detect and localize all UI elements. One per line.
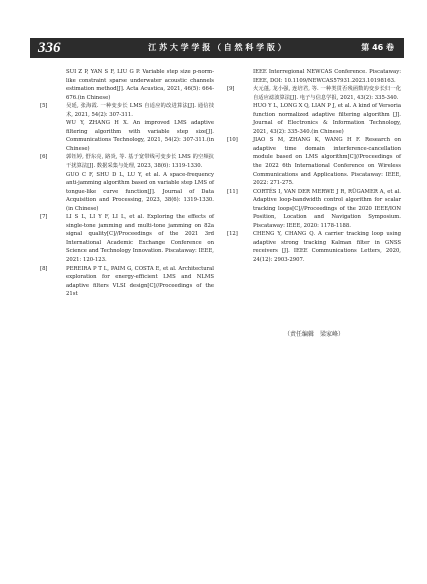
reference-text: SUI Z P, YAN S F, LIU G P. Variable step size p-norm-like constraint sparse underwater acoustic channels estimation method[J]. Acta Acustica, 2021, 46(5): 664-676.(in Chinese)	[66, 69, 214, 101]
reference-number: [8]	[40, 265, 48, 272]
reference-item	[227, 136, 401, 187]
reference-item	[227, 188, 401, 231]
journal-title: 江 苏 大 学 学 报 （ 自 然 科 学 版 ）	[148, 43, 286, 52]
reference-item	[40, 68, 214, 102]
reference-text-english: WU Y, ZHANG H X. An improved LMS adaptive filtering algorithm with variable step size[J]. Communications Technology, 2021, 54(2): 307-311.(in Chinese)	[66, 120, 214, 152]
references-right-column	[227, 68, 401, 265]
reference-number: [7]	[40, 214, 48, 221]
running-header	[30, 38, 404, 58]
reference-item	[40, 102, 214, 153]
reference-text-english: GUO C F, SHU D L, LU Y, et al. A space-frequency anti-jamming algorithm based on variable step LMS of tongue-like curve function[J]. Journal of Data Acquisition and Processing, 2023, 38(6): 1319-1330.(in Chinese)	[66, 171, 214, 212]
reference-text-english: CHENG Y, CHANG Q. A carrier tracking loop using adaptive strong tracking Kalman filter in GNSS receivers [J]. IEEE Communications Letters, 2020, 24(12): 2903-2907.	[253, 231, 401, 264]
reference-text-english: LI S L, LI Y F, LI L, et al. Exploring the effects of single-tone jamming and multi-tone jamming on 82a signal quality[C]//Proceedings of the 2021 3rd International Academic Exchange Conference on Science and Technology Innovation. Piscataway: IEEE, 2021: 120-123.	[66, 214, 214, 264]
reference-text-chinese: 火元蓬, 龙小强, 连培君, 等. 一种类贯否残函数的变步长归一化自适应滤波算法[J]. 电子与信息学报, 2021, 43(2): 335-340.	[253, 86, 401, 101]
reference-item	[40, 265, 214, 299]
reference-number: [5]	[40, 103, 48, 110]
references-left-column	[40, 68, 214, 299]
reference-number: [6]	[40, 154, 48, 161]
reference-text: IEEE Interregional NEWCAS Conference. Piscataway: IEEE, DOI: 10.1109/NEWCAS57931.2023.10198163.	[253, 69, 401, 84]
reference-text-english: CORTÉS I, VAN DER MERWE J R, RÜGAMER A, et al. Adaptive loop-bandwidth control algorithm for scalar tracking loops[C]//Proceedings of the 2020 IEEE/ION Position, Location and Navigation Symposium. Piscataway: IEEE, 2020: 1178-1188.	[253, 188, 401, 229]
reference-text-english: JIAO S M, ZHANG K, WANG H F. Research on adaptive time domain interference-cancellation module based on LMS algorithm[C]//Proceedings of the 2022 6th International Conference on Wireless Communications and Applications. Piscataway: IEEE, 2022: 271-275.	[253, 137, 401, 187]
page-number: 336	[38, 40, 61, 56]
reference-number: [9]	[227, 86, 235, 93]
reference-item	[40, 213, 214, 264]
reference-number: [10]	[227, 137, 238, 144]
reference-item	[227, 85, 401, 136]
responsible-editor-note: （责任编辑 梁家峰）	[283, 331, 344, 338]
reference-item	[227, 230, 401, 264]
reference-number: [12]	[227, 231, 238, 238]
reference-item	[227, 68, 401, 85]
reference-item	[40, 153, 214, 213]
volume-label: 第 46 卷	[361, 43, 394, 52]
reference-number: [11]	[227, 188, 238, 195]
reference-text-chinese: 郭钰婷, 舒东亮, 路炎, 等. 基于宽带线可变步长 LMS 的空频抗干扰算法[J]. 数据采集与处理, 2023, 38(6): 1319-1330.	[66, 154, 214, 170]
reference-text-english: PEREIRA P T L, PAIM G, COSTA E, et al. Architectural exploration for energy-efficient LMS and NLMS adaptive filters VLSI design[C]//Proceedings of the 21st	[66, 265, 214, 298]
reference-text-english: HUO Y L, LONG X Q, LIAN P J, et al. A kind of Versoria function normalized adaptive filtering algorithm [J]. Journal of Electronics & Information Technology, 2021, 43(2): 335-340.(in Chinese)	[253, 103, 401, 135]
reference-text-chinese: 吴延, 张海霞. 一种变步长 LMS 自适应的改进算法[J]. 通信技术, 2021, 54(2): 307-311.	[66, 103, 214, 118]
